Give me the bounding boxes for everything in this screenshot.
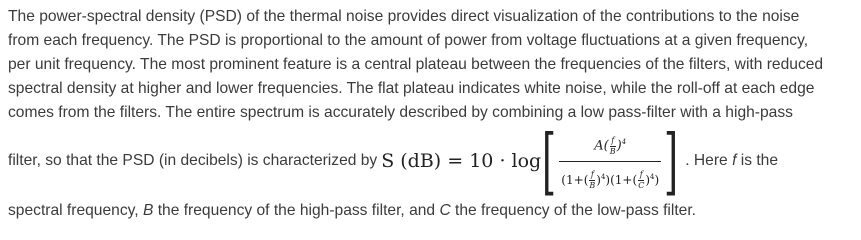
one-plus-2: 1+ [614,172,633,187]
mini-f-c: f [639,169,643,179]
paragraph-line-4: spectral density at higher and lower frequencies. The flat plateau indicates white noise, while the roll-off at each edge [8,80,815,97]
one-plus-1: 1+ [565,172,584,187]
line7-part-c: the frequency of the high-pass filter, and [157,202,436,219]
paragraph-line-2: from each frequency. The PSD is proportional to the amount of power from voltage fluctuations at a given frequency, [8,32,809,49]
mini-frac-f-b [610,137,616,156]
line6-text-after: . Here [685,152,728,169]
left-bracket: [ [542,119,557,203]
line6-text-before: filter, so that the PSD (in decibels) is characterized by [8,152,378,169]
mini-frac-f-b-den [589,171,595,190]
mini-frac-f-c [638,171,644,190]
formula-numerator: A( $\frac{f}{B}$ )$^4$ [594,135,627,156]
var-f: f [732,152,737,169]
formula-denominator: (1+( $\frac{f}{B}$ )$^4$)(1+( $\frac{f}{C}$ )$^4$) [561,169,660,190]
formula-lhs: S (dB) = 10 · log [381,150,542,172]
var-b: B [142,202,154,219]
paragraph-line-7 [8,199,696,223]
formula-fraction [559,130,661,191]
line6-tail: is the [740,152,779,169]
mini-b-den: B [589,180,596,190]
paragraph-line-6 [8,118,778,204]
mini-c: C [638,180,645,190]
line7-part-e: the frequency of the low-pass filter. [455,202,697,219]
mini-f: f [611,135,615,145]
paragraph-line-5: comes from the filters. The entire spectrum is accurately described by combining a low pass-filter with a high-pass [8,104,793,121]
coeff-a: A [594,138,604,154]
paragraph-line-1: The power-spectral density (PSD) of the thermal noise provides direct visualization of the contributions to the noise [8,8,800,25]
mini-f-den: f [590,169,594,179]
exponent-den-2: 4 [650,172,655,181]
var-c: C [439,202,451,219]
mini-b: B [609,146,616,156]
exponent: 4 [621,138,627,147]
line7-part-a: spectral frequency, [8,202,139,219]
psd-formula [381,119,679,203]
exponent-den-1: 4 [600,172,606,181]
right-bracket: ] [664,119,679,203]
paragraph-line-3: per unit frequency. The most prominent feature is a central plateau between the frequencies of the filters, with reduced [8,56,824,73]
